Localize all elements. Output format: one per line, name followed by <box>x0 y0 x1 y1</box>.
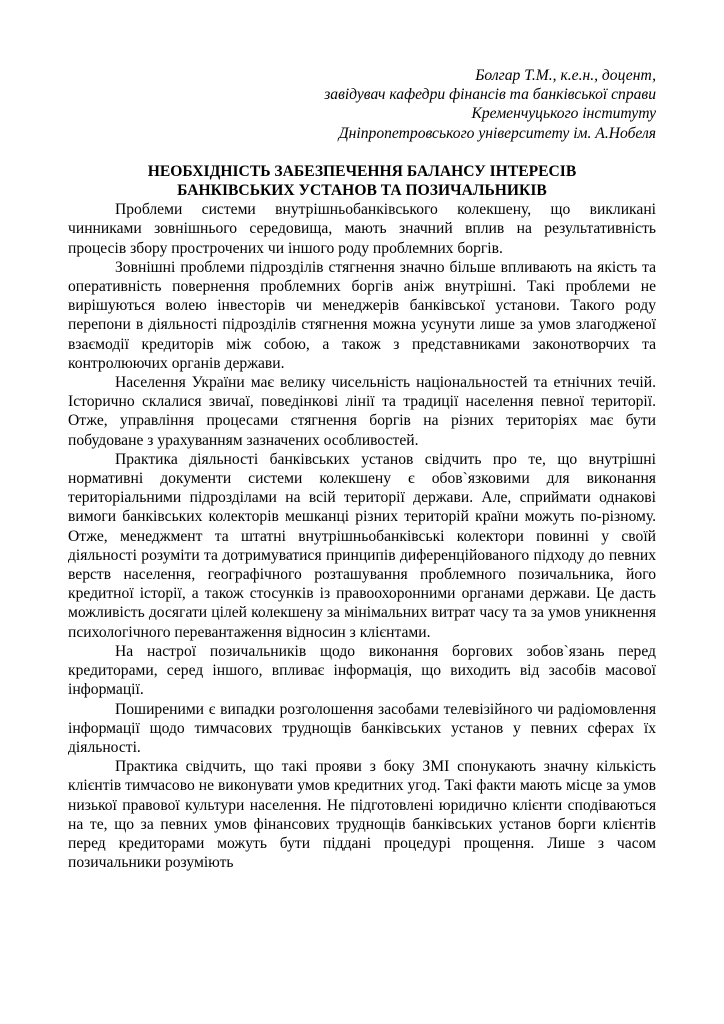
author-name-line: Болгар Т.М., к.е.н., доцент, <box>475 67 656 84</box>
article-title <box>68 162 656 200</box>
author-university-line: Дніпропетровського університету ім. А.Нобеля <box>338 124 656 142</box>
paragraph: Зовнішні проблеми підрозділів стягнення значно більше впливають на якість та оперативність повернення проблемних боргів аніж внутрішні. Такі проблеми не вирішуються волею інвесторів чи менеджерів банківської установи. Такого роду перепони в діяльності підрозділів стягнення можна усунути лише за умов злагодженої взаємодії кредиторів між собою, а також з представниками законотворчих та контролюючих органів держави. <box>68 258 656 372</box>
paragraph: Населення України має велику чисельність національностей та етнічних течій. Історично склалися звичаї, поведінкові лінії та традиції населення певної території. Отже, управління процесами стягнення боргів на різних територіях має бути побудоване з урахуванням зазначених особливостей. <box>68 374 656 449</box>
paragraph: Поширеними є випадки розголошення засобами телевізійного чи радіомовлення інформації щодо тимчасових труднощів банківських установ у певних сферах їх діяльності. <box>68 700 656 756</box>
author-position-line: завідувач кафедри фінансів та банківської справи <box>324 86 656 104</box>
article-title-line-2: БАНКІВСЬКИХ УСТАНОВ ТА ПОЗИЧАЛЬНИКІВ <box>177 182 547 200</box>
author-block <box>68 66 656 143</box>
author-institute-line: Кременчуцького інституту <box>471 105 656 123</box>
paragraph: На настрої позичальників щодо виконання боргових зобов`язань перед кредиторами, серед іншого, впливає інформація, що виходить від засобів масової інформації. <box>68 642 656 699</box>
paragraph: Практика діяльності банківських установ свідчить про те, що внутрішні нормативні документи системи колекшену є обов`язковими для виконання територіальними підрозділами на всій території держави. Але, сприймати однакові вимоги банківських колекторів мешканці різних територій країни можуть по-різному. Отже, менеджмент та штатні внутрішньобанківські колектори повинні у своїй діяльності розуміти та дотримуватися принципів диференційованого підходу до певних верств населення, географічного розташування проблемного позичальника, його кредитної історії, а також стосунків із правоохоронними органами держави. Це дасть можливість досягати цілей колекшену за мінімальних витрат часу та за умов уникнення психологічного перевантаження відносин з клієнтами. <box>68 450 656 641</box>
paragraph: Проблеми системи внутрішньобанківського колекшену, що викликані чинниками зовнішнього середовища, мають значний вплив на результативність процесів збору прострочених чи іншого роду проблемних боргів. <box>68 201 656 257</box>
document-page <box>68 66 656 872</box>
paragraph: Практика свідчить, що такі прояви з боку ЗМІ спонукають значну кількість клієнтів тимчасово не виконувати умов кредитних угод. Такі факти мають місце за умов низької правової культури населення. Не підготовлені юридично клієнти сподіваються на те, що за певних умов фінансових труднощів банківських установ борги клієнтів перед кредиторами можуть бути піддані процедурі прощення. Лише з часом позичальники розуміють <box>68 758 656 872</box>
article-title-line-1: НЕОБХІДНІСТЬ ЗАБЕЗПЕЧЕННЯ БАЛАНСУ ІНТЕРЕСІВ <box>147 162 577 180</box>
article-body <box>68 200 656 872</box>
